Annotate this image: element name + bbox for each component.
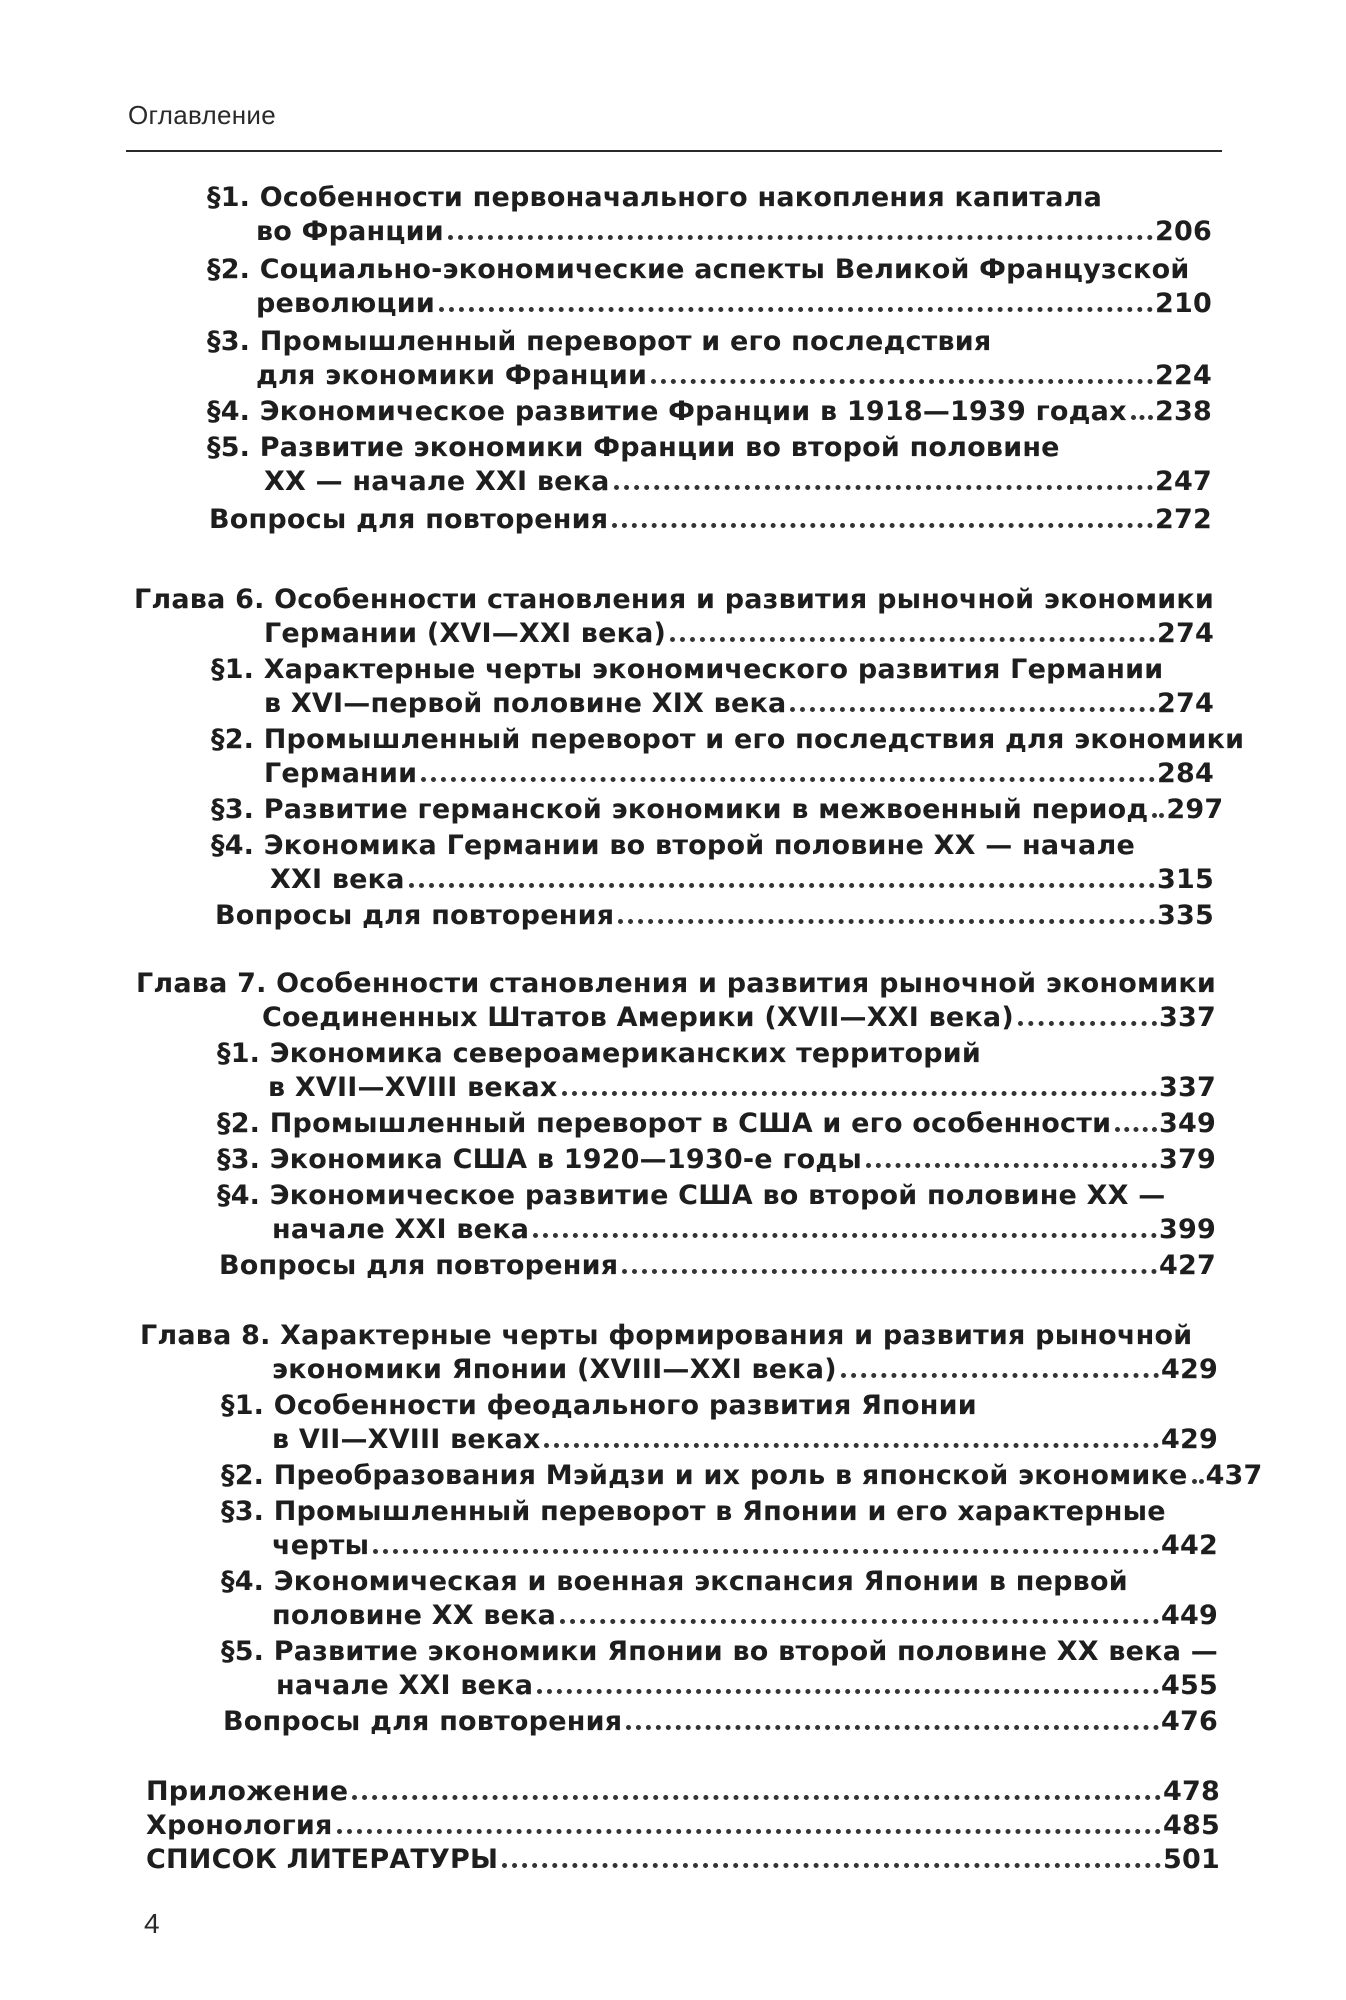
page-ref: 455 [1161, 1670, 1218, 1701]
toc-entry-text: половине XX века [272, 1600, 557, 1631]
page-ref: 427 [1159, 1250, 1216, 1281]
toc-entry-text: §2. Промышленный переворот и его последствия для экономики [211, 724, 1245, 755]
toc-entry-text: в XVI—первой половине XIX века [264, 688, 787, 719]
page-ref: 247 [1155, 466, 1212, 497]
page-ref: 238 [1155, 396, 1212, 427]
chapter-entry-line[interactable] [272, 1352, 1218, 1388]
dot-leader [537, 1689, 1159, 1694]
toc-entry-text: §4. Экономическое развитие США во второй половине XX — [217, 1180, 1166, 1211]
appendix-entry[interactable] [146, 1842, 1220, 1878]
page-ref: 210 [1155, 288, 1212, 319]
toc-entry-text: §3. Промышленный переворот и его последствия [207, 326, 992, 357]
dot-leader [448, 235, 1153, 240]
page-ref: 379 [1159, 1144, 1216, 1175]
page-ref: 335 [1157, 900, 1214, 931]
toc-entry-line[interactable] [272, 1528, 1218, 1564]
toc-line[interactable] [207, 252, 1207, 288]
toc-entry-text: §4. Экономика Германии во второй половине XX — начале [211, 830, 1135, 861]
page-ref: 274 [1157, 688, 1214, 719]
toc-line[interactable] [217, 1036, 1217, 1072]
page-ref: 349 [1159, 1108, 1216, 1139]
toc-entry-line[interactable] [270, 862, 1214, 898]
appendix-title: Хронология [146, 1810, 333, 1841]
toc-entry-line[interactable] [211, 792, 1224, 828]
toc-entry-text: Вопросы для повторения [219, 1250, 619, 1281]
toc-entry-line[interactable] [217, 1106, 1216, 1142]
dot-leader [622, 1269, 1157, 1274]
toc-entry-text: §2. Социально-экономические аспекты Великой Французской [207, 254, 1190, 285]
toc-entry-text: §1. Характерные черты экономического развития Германии [211, 654, 1164, 685]
dot-leader [373, 1549, 1159, 1554]
dot-leader [614, 485, 1153, 490]
toc-line[interactable] [207, 324, 1207, 360]
page-ref: 206 [1155, 216, 1212, 247]
toc-line[interactable] [221, 1494, 1221, 1530]
page-ref: 429 [1161, 1424, 1218, 1455]
toc-entry-line[interactable] [264, 464, 1212, 500]
page-ref: 449 [1161, 1600, 1218, 1631]
toc-entry-text: §2. Преобразования Мэйдзи и их роль в японской экономике [221, 1460, 1188, 1491]
page-ref: 224 [1155, 360, 1212, 391]
toc-entry-line[interactable] [209, 502, 1212, 538]
toc-entry-text: §4. Экономическая и военная экспансия Японии в первой [221, 1566, 1128, 1597]
toc-entry-line[interactable] [221, 1458, 1263, 1494]
dot-leader [562, 1091, 1158, 1096]
page-ref: 429 [1161, 1354, 1218, 1385]
toc-entry-text: §1. Особенности феодального развития Японии [221, 1390, 977, 1421]
toc-entry-line[interactable] [272, 1422, 1218, 1458]
toc-line[interactable] [221, 1564, 1221, 1600]
page-ref: 399 [1159, 1214, 1216, 1245]
dot-leader [1192, 1479, 1204, 1484]
dot-leader [612, 523, 1153, 528]
page-ref: 315 [1157, 864, 1214, 895]
page-ref: 485 [1163, 1810, 1220, 1841]
chapter-title: Германии (XVI—XXI века) [264, 618, 667, 649]
toc-line[interactable] [221, 1388, 1221, 1424]
toc-line[interactable] [207, 430, 1207, 466]
dot-leader [1115, 1127, 1157, 1132]
dot-leader [337, 1829, 1161, 1834]
toc-entry-text: во Франции [256, 216, 444, 247]
appendix-title: СПИСОК ЛИТЕРАТУРЫ [146, 1844, 499, 1875]
toc-entry-text: Вопросы для повторения [215, 900, 615, 931]
dot-leader [626, 1725, 1159, 1730]
toc-line[interactable] [211, 828, 1211, 864]
toc-entry-line[interactable] [207, 394, 1212, 430]
appendix-title: Приложение [146, 1776, 349, 1807]
header-rule [126, 150, 1222, 152]
toc-entry-text: §4. Экономическое развитие Франции в 1918—1939 годах [207, 396, 1127, 427]
toc-line[interactable] [211, 722, 1245, 758]
toc-entry-line[interactable] [219, 1248, 1216, 1284]
toc-entry-line[interactable] [256, 358, 1212, 394]
toc-entry-text: Вопросы для повторения [223, 1706, 623, 1737]
page-ref: 501 [1163, 1844, 1220, 1875]
dot-leader [533, 1233, 1157, 1238]
page-ref: 476 [1161, 1706, 1218, 1737]
dot-leader [439, 307, 1153, 312]
chapter-title-line[interactable] [140, 1318, 1220, 1354]
toc-entry-text: в VII—XVIII веках [272, 1424, 541, 1455]
dot-leader [866, 1163, 1157, 1168]
toc-entry-text: §5. Развитие экономики Японии во второй половине XX века — [221, 1636, 1218, 1667]
toc-line[interactable] [217, 1178, 1217, 1214]
toc-entry-line[interactable] [276, 1668, 1218, 1704]
toc-entry-line[interactable] [272, 1212, 1216, 1248]
chapter-title: Соединенных Штатов Америки (XVII—XXI века) [262, 1002, 1014, 1033]
page-ref: 297 [1166, 794, 1224, 825]
dot-leader [790, 707, 1155, 712]
toc-entry-line[interactable] [264, 756, 1214, 792]
page-ref: 284 [1157, 758, 1214, 789]
toc-entry-text: начале XXI века [272, 1214, 530, 1245]
toc-entry-text: §2. Промышленный переворот в США и его особенности [217, 1108, 1112, 1139]
dot-leader [670, 637, 1155, 642]
dot-leader [421, 777, 1155, 782]
chapter-title-line[interactable] [136, 966, 1216, 1002]
toc-entry-text: §3. Экономика США в 1920—1930-е годы [217, 1144, 863, 1175]
page-ref: 337 [1159, 1002, 1216, 1033]
toc-entry-text: §5. Развитие экономики Франции во второй половине [207, 432, 1060, 463]
chapter-title-line[interactable] [134, 582, 1214, 618]
appendix-entry[interactable] [146, 1774, 1220, 1810]
appendix-entry[interactable] [146, 1808, 1220, 1844]
page-number: 4 [144, 1908, 160, 1939]
dot-leader [651, 379, 1153, 384]
toc-entry-text: для экономики Франции [256, 360, 648, 391]
dot-leader [1152, 813, 1164, 818]
dot-leader [1131, 415, 1153, 420]
page-ref: 272 [1155, 504, 1212, 535]
toc-entry-line[interactable] [272, 1598, 1218, 1634]
toc-entry-text: черты [272, 1530, 370, 1561]
toc-entry-text: Германии [264, 758, 418, 789]
toc-entry-line[interactable] [223, 1704, 1218, 1740]
chapter-entry-line[interactable] [264, 616, 1214, 652]
running-title: Оглавление [128, 100, 276, 130]
toc-line[interactable] [211, 652, 1211, 688]
toc-entry-text: в XVII—XVIII веках [268, 1072, 558, 1103]
chapter-title: Глава 8. Характерные черты формирования и развития рыночной [140, 1320, 1193, 1351]
toc-entry-text: §1. Особенности первоначального накопления капитала [207, 182, 1103, 213]
chapter-title: Глава 7. Особенности становления и развития рыночной экономики [136, 968, 1216, 999]
dot-leader [544, 1443, 1159, 1448]
chapter-title: экономики Японии (XVIII—XXI века) [272, 1354, 837, 1385]
toc-entry-text: §3. Развитие германской экономики в межвоенный период [211, 794, 1149, 825]
toc-entry-text: начале XXI века [276, 1670, 534, 1701]
dot-leader [1018, 1021, 1157, 1026]
toc-line[interactable] [221, 1634, 1221, 1670]
page-ref: 442 [1161, 1530, 1218, 1561]
toc-entry-text: XX — начале XXI века [264, 466, 610, 497]
toc-entry-text: §1. Экономика североамериканских территорий [217, 1038, 981, 1069]
toc-line[interactable] [207, 180, 1207, 216]
toc-entry-text: Вопросы для повторения [209, 504, 609, 535]
page-ref: 274 [1157, 618, 1214, 649]
page-ref: 437 [1205, 1460, 1263, 1491]
page-ref: 478 [1163, 1776, 1220, 1807]
dot-leader [841, 1373, 1159, 1378]
dot-leader [352, 1795, 1161, 1800]
toc-entry-line[interactable] [256, 214, 1212, 250]
dot-leader [409, 883, 1155, 888]
chapter-title: Глава 6. Особенности становления и развития рыночной экономики [134, 584, 1214, 615]
toc-entry-text: XXI века [270, 864, 405, 895]
dot-leader [618, 919, 1155, 924]
toc-entry-line[interactable] [268, 1070, 1216, 1106]
toc-entry-line[interactable] [215, 898, 1214, 934]
toc-entry-line[interactable] [264, 686, 1214, 722]
toc-entry-line[interactable] [256, 286, 1212, 322]
page-ref: 337 [1159, 1072, 1216, 1103]
toc-entry-text: революции [256, 288, 435, 319]
dot-leader [502, 1863, 1161, 1868]
toc-entry-text: §3. Промышленный переворот в Японии и его характерные [221, 1496, 1166, 1527]
chapter-entry-line[interactable] [262, 1000, 1216, 1036]
toc-entry-line[interactable] [217, 1142, 1216, 1178]
dot-leader [560, 1619, 1159, 1624]
